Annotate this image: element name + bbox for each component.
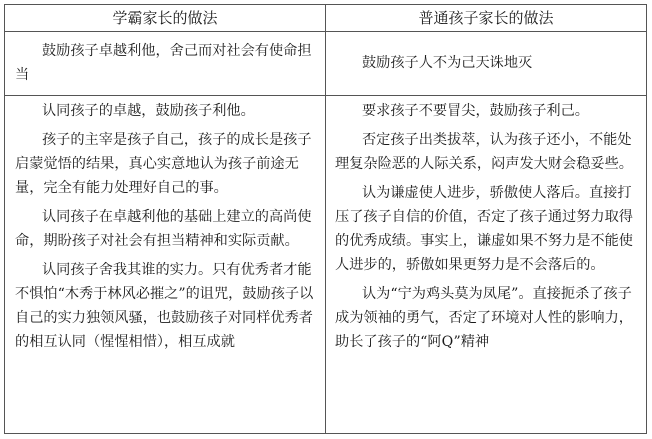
column-divider — [325, 5, 326, 433]
paragraph: 鼓励孩子卓越利他，舍己而对社会有使命担当 — [15, 43, 312, 83]
summary-cell-left — [15, 39, 321, 87]
paragraph: 要求孩子不要冒尖，鼓励孩子利己。 — [361, 103, 589, 119]
paragraph: 认同孩子的卓越，鼓励孩子利他。 — [41, 103, 255, 119]
paragraph: 认同孩子舍我其谁的实力。只有优秀者才能不惧怕“木秀于林风必摧之”的诅咒，鼓励孩子以自己的实力独领风骚，也鼓励孩子对同样优秀者的相互认同（惺惺相惜），相互成就 — [15, 262, 314, 350]
header-ordinary-parents: 普通孩子家长的做法 — [418, 9, 554, 27]
comparison-table — [4, 4, 647, 434]
paragraph: 孩子的主宰是孩子自己，孩子的成长是孩子启蒙觉悟的结果，真心实意地认为孩子前途无量，完全有能力处理好自己的事。 — [15, 132, 312, 196]
paragraph: 认同孩子在卓越利他的基础上建立的高尚使命，期盼孩子对社会有担当精神和实际贡献。 — [15, 209, 312, 249]
row-divider — [5, 95, 646, 96]
detail-cell-left — [15, 99, 321, 359]
paragraph: 鼓励孩子人不为己天诛地灭 — [361, 55, 533, 71]
paragraph: 认为谦虚使人进步，骄傲使人落后。直接打压了孩子自信的价值，否定了孩子通过努力取得的优秀成绩。事实上，谦虚如果不努力是不能使人进步的，骄傲如果更努力是不会落后的。 — [335, 185, 633, 273]
paragraph: 否定孩子出类拔萃，认为孩子还小，不能处理复杂险恶的人际关系，闷声发大财会稳妥些。 — [335, 132, 633, 172]
summary-cell-right — [335, 51, 640, 75]
paragraph: 认为“宁为鸡头莫为凤尾”。直接扼杀了孩子成为领袖的勇气，否定了环境对人性的影响力，助长了孩子的“阿Q”精神 — [335, 286, 633, 350]
header-divider — [5, 31, 646, 32]
header-xueba-parents: 学霸家长的做法 — [112, 9, 218, 27]
detail-cell-right — [335, 99, 640, 359]
